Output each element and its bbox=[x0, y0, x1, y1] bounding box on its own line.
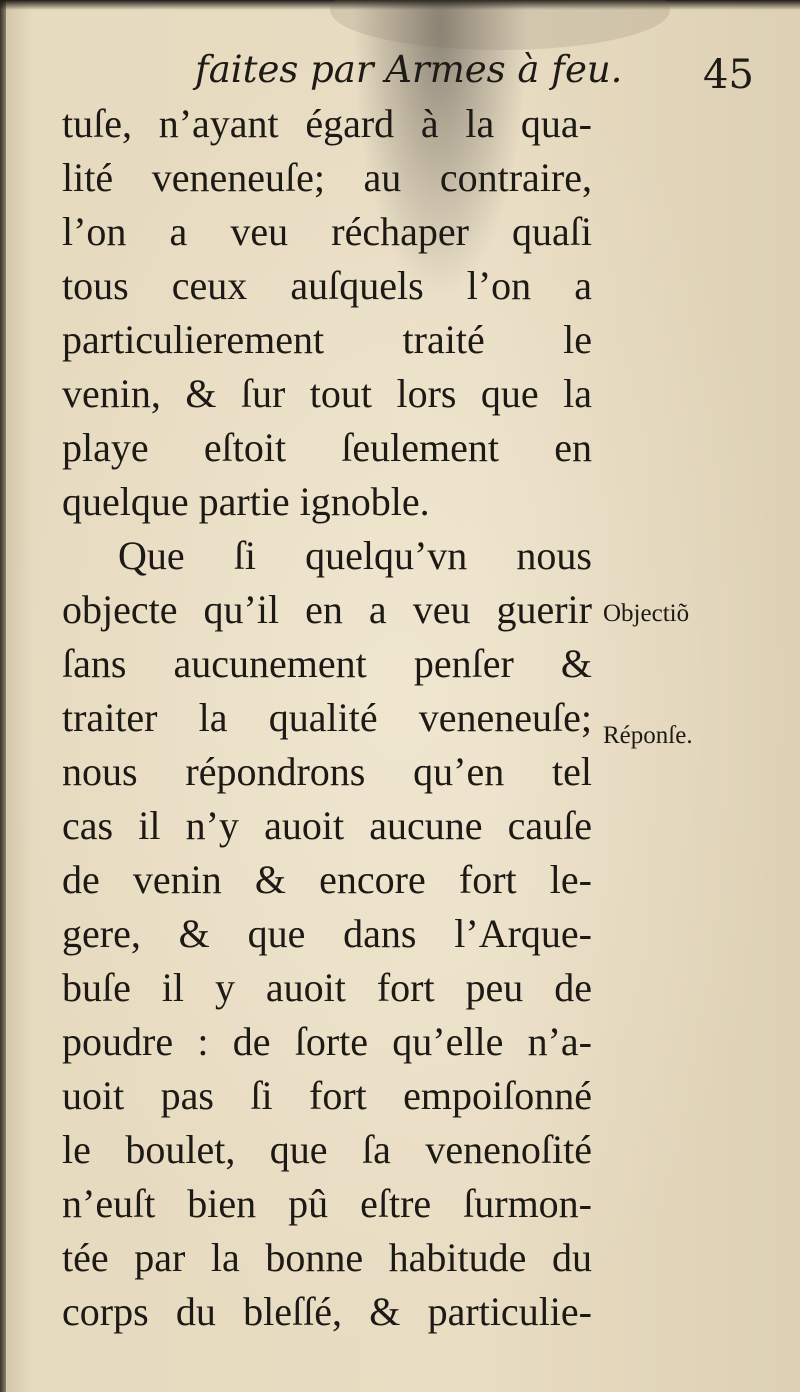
text-line-4: tous ceux auſquels l’on a bbox=[62, 263, 592, 308]
running-head: faites par Armes à feu. bbox=[195, 48, 623, 91]
marginal-note-objection: Objectiõ bbox=[603, 600, 690, 627]
text-line-10: objecte qu’il en a veu guerir bbox=[62, 587, 592, 632]
ink-stain bbox=[330, 0, 670, 50]
text-line-6: venin, & ſur tout lors que la bbox=[62, 371, 592, 416]
text-line-19: uoit pas ſi fort empoiſonné bbox=[62, 1073, 592, 1118]
marginal-note-reponse: Réponſe. bbox=[603, 722, 693, 749]
text-line-9: Que ſi quelqu’vn nous bbox=[118, 533, 592, 578]
text-line-2: lité veneneuſe; au contraire, bbox=[62, 155, 592, 200]
text-line-20: le boulet, que ſa venenoſité bbox=[62, 1127, 592, 1172]
text-line-22: tée par la bonne habitude du bbox=[62, 1235, 592, 1280]
text-line-17: buſe il y auoit fort peu de bbox=[62, 965, 592, 1010]
text-line-8: quelque partie ignoble. bbox=[62, 479, 430, 524]
text-line-7: playe eſtoit ſeulement en bbox=[62, 425, 592, 470]
text-line-1: tuſe, n’ayant égard à la qua- bbox=[62, 101, 592, 146]
text-line-5: particulierement traité le bbox=[62, 317, 592, 362]
text-line-13: nous répondrons qu’en tel bbox=[62, 749, 592, 794]
page-gutter-edge bbox=[0, 0, 6, 1392]
text-line-3: l’on a veu réchaper quaſi bbox=[62, 209, 592, 254]
text-line-21: n’euſt bien pû eſtre ſurmon- bbox=[62, 1181, 592, 1226]
text-line-16: gere, & que dans l’Arque- bbox=[62, 911, 592, 956]
text-line-23: corps du bleſſé, & particulie- bbox=[62, 1289, 592, 1334]
page-number: 45 bbox=[703, 52, 754, 98]
text-line-14: cas il n’y auoit aucune cauſe bbox=[62, 803, 592, 848]
text-line-18: poudre : de ſorte qu’elle n’a- bbox=[62, 1019, 592, 1064]
text-line-15: de venin & encore fort le- bbox=[62, 857, 592, 902]
text-line-12: traiter la qualité veneneuſe; bbox=[62, 695, 592, 740]
text-line-11: ſans aucunement penſer & bbox=[62, 641, 592, 686]
